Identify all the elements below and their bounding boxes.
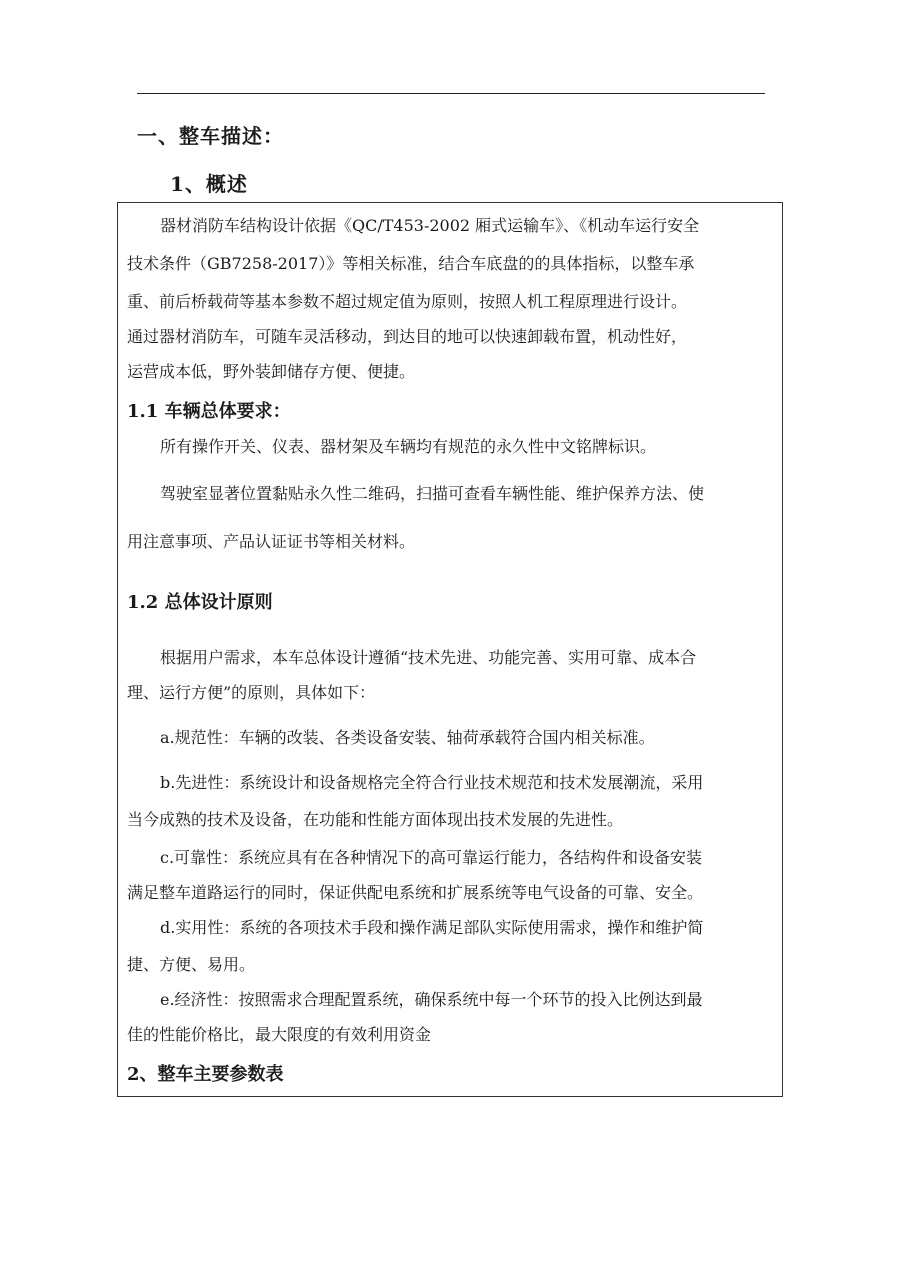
principle-item-a: a.规范性：车辆的改装、各类设备安装、轴荷承载符合国内相关标准。: [160, 728, 655, 747]
overview-line: 运营成本低，野外装卸储存方便、便捷。: [127, 362, 416, 381]
section-1-1-title: 1.1 车辆总体要求：: [127, 401, 291, 422]
section-1-2-intro: 根据用户需求，本车总体设计遵循“技术先进、功能完善、实用可靠、成本合: [160, 648, 697, 667]
section-1-1-paragraph: 用注意事项、产品认证证书等相关材料。: [127, 532, 416, 551]
principle-item-e: e.经济性：按照需求合理配置系统，确保系统中每一个环节的投入比例达到最: [160, 990, 703, 1009]
principle-item-b: 当今成熟的技术及设备，在功能和性能方面体现出技术发展的先进性。: [127, 810, 624, 829]
principle-item-d: 捷、方便、易用。: [127, 955, 256, 974]
overview-line: 重、前后桥载荷等基本参数不超过规定值为原则，按照人机工程原理进行设计。: [127, 292, 688, 311]
section-1-1-paragraph: 所有操作开关、仪表、器材架及车辆均有规范的永久性中文铭牌标识。: [160, 437, 657, 456]
section-1-1-paragraph: 驾驶室显著位置黏贴永久性二维码，扫描可查看车辆性能、维护保养方法、使: [160, 484, 705, 503]
overview-line: 通过器材消防车，可随车灵活移动，到达目的地可以快速卸载布置，机动性好，: [127, 327, 688, 346]
subsection-title: 1、概述: [170, 172, 248, 196]
overview-line: 技术条件（GB7258-2017）》等相关标准，结合车底盘的的具体指标，以整车承: [127, 254, 695, 273]
section-title: 一、整车描述：: [137, 124, 284, 148]
principle-item-b: b.先进性：系统设计和设备规格完全符合行业技术规范和技术发展潮流，采用: [160, 773, 704, 792]
header-rule: [137, 93, 765, 94]
principle-item-d: d.实用性：系统的各项技术手段和操作满足部队实际使用需求，操作和维护简: [160, 918, 704, 937]
section-1-2-intro: 理、运行方便”的原则，具体如下：: [127, 683, 376, 702]
principle-item-e: 佳的性能价格比，最大限度的有效利用资金: [127, 1025, 432, 1044]
section-2-title: 2、整车主要参数表: [127, 1064, 284, 1085]
principle-item-c: 满足整车道路运行的同时，保证供配电系统和扩展系统等电气设备的可靠、安全。: [127, 883, 704, 902]
section-1-2-title: 1.2 总体设计原则: [127, 592, 273, 613]
overview-line: 器材消防车结构设计依据《QC/T453-2002 厢式运输车》、《机动车运行安全: [160, 216, 700, 235]
principle-item-c: c.可靠性：系统应具有在各种情况下的高可靠运行能力，各结构件和设备安装: [160, 848, 703, 867]
